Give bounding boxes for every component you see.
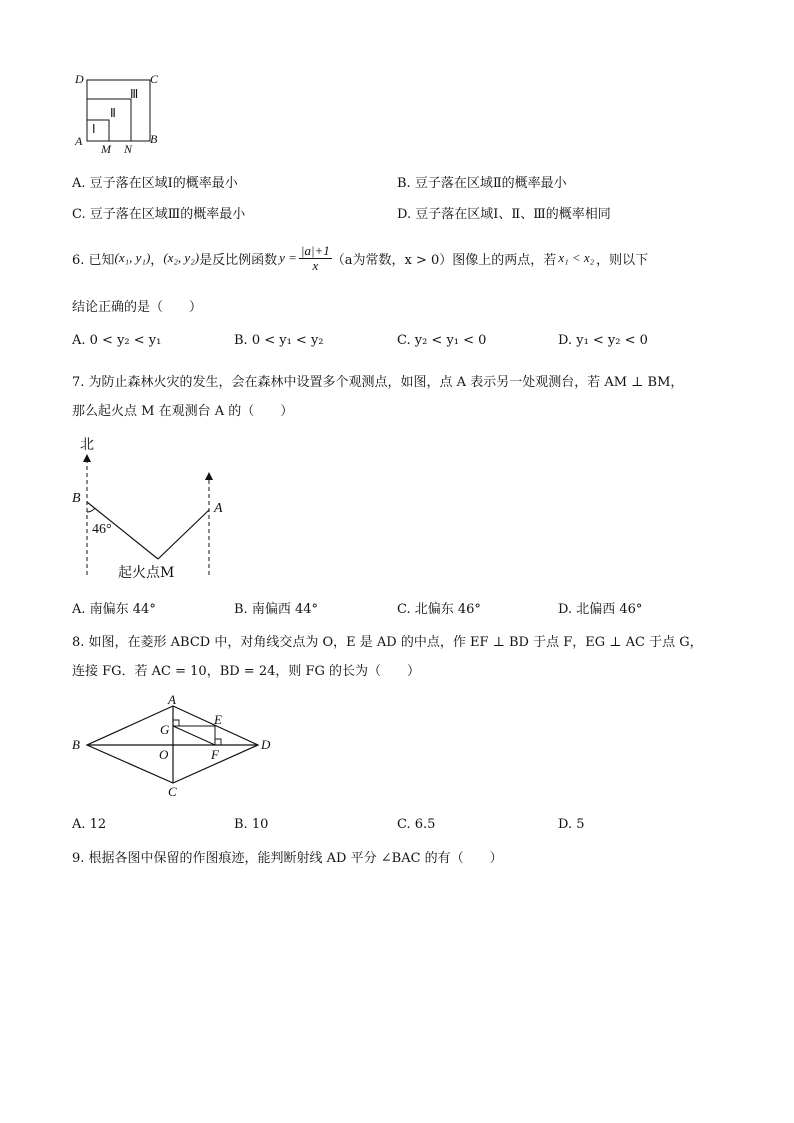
q6-fraction-numerator: |a|+1 bbox=[300, 242, 330, 258]
q6-y-equals: y = bbox=[279, 250, 297, 265]
q8-stem-line2: 连接 FG．若 AC = 10，BD = 24，则 FG 的长为（ ） bbox=[72, 664, 421, 679]
q7-stem-line1: 7. 为防止森林火灾的发生，会在森林中设置多个观测点，如图，点 A 表示另一处观测台，若 AM ⊥ BM， bbox=[72, 375, 684, 390]
q8-label-O: O bbox=[159, 747, 169, 762]
q7-north-label: 北 bbox=[80, 437, 94, 453]
q6-text-2: 是反比例函数 bbox=[199, 252, 278, 268]
q6-stem-line2: 结论正确的是（ ） bbox=[72, 300, 203, 315]
q6-text-1: 6. 已知 bbox=[72, 252, 115, 268]
q5-label-A: A bbox=[75, 134, 83, 148]
q6-stem-line1 bbox=[72, 238, 648, 278]
q7-option-a: A. 南偏东 44° bbox=[72, 602, 156, 617]
q8-option-a: A. 12 bbox=[72, 817, 107, 832]
q8-option-b: B. 10 bbox=[234, 817, 269, 832]
q8-label-G: G bbox=[160, 722, 170, 737]
q8-stem-line1: 8. 如图，在菱形 ABCD 中，对角线交点为 O，E 是 AD 的中点，作 EF ⊥ BD 于点 F，EG ⊥ AC 于点 G， bbox=[72, 635, 703, 650]
q5-label-M: M bbox=[101, 142, 111, 156]
q6-option-d: D. y₁ < y₂ < 0 bbox=[558, 333, 648, 348]
q6-sep: ， bbox=[150, 252, 164, 268]
q5-option-c: C. 豆子落在区域Ⅲ的概率最小 bbox=[72, 207, 246, 222]
q5-region-1: Ⅰ bbox=[92, 122, 96, 136]
q6-condition: x₁ < x₂ bbox=[558, 250, 595, 265]
q6-option-c: C. y₂ < y₁ < 0 bbox=[397, 333, 487, 348]
q5-option-a: A. 豆子落在区域Ⅰ的概率最小 bbox=[72, 176, 238, 191]
q8-label-E: E bbox=[214, 712, 222, 727]
q5-option-d: D. 豆子落在区域Ⅰ、Ⅱ、Ⅲ的概率相同 bbox=[397, 207, 611, 222]
q6-text-4: ，则以下 bbox=[596, 252, 649, 268]
q5-label-N: N bbox=[124, 142, 133, 156]
q6-option-a: A. 0 < y₂ < y₁ bbox=[72, 333, 162, 348]
q7-label-A: A bbox=[214, 501, 223, 516]
q6-point-2: (x₂, y₂) bbox=[163, 250, 200, 265]
q8-label-D: D bbox=[261, 737, 271, 752]
q5-option-b: B. 豆子落在区域Ⅱ的概率最小 bbox=[397, 176, 567, 191]
q7-stem-line2: 那么起火点 M 在观测台 A 的（ ） bbox=[72, 404, 294, 419]
q7-angle-label: 46° bbox=[92, 522, 112, 537]
q5-figure bbox=[70, 68, 165, 156]
q8-option-d: D. 5 bbox=[558, 817, 585, 832]
q5-region-2: Ⅱ bbox=[110, 106, 116, 120]
q5-label-D: D bbox=[75, 72, 84, 86]
q6-fraction-denominator: x bbox=[312, 257, 319, 273]
q7-option-b: B. 南偏西 44° bbox=[234, 602, 318, 617]
q7-figure bbox=[65, 430, 235, 585]
q5-label-B: B bbox=[150, 132, 158, 146]
q8-label-C: C bbox=[168, 784, 177, 799]
q6-fraction bbox=[299, 244, 332, 272]
q9-stem-line1: 9. 根据各图中保留的作图痕迹，能判断射线 AD 平分 ∠BAC 的有（ ） bbox=[72, 851, 503, 866]
q8-label-F: F bbox=[211, 747, 219, 762]
q6-point-1: (x₁, y₁) bbox=[114, 250, 151, 265]
q7-option-c: C. 北偏东 46° bbox=[397, 602, 481, 617]
q5-region-3: Ⅲ bbox=[130, 87, 139, 101]
q7-option-d: D. 北偏西 46° bbox=[558, 602, 643, 617]
q7-label-B: B bbox=[72, 491, 81, 506]
q8-label-B: B bbox=[72, 737, 80, 752]
q8-option-c: C. 6.5 bbox=[397, 817, 436, 832]
q8-label-A: A bbox=[168, 692, 176, 707]
q6-text-3: （a为常数，x > 0）图像上的两点，若 bbox=[331, 252, 557, 268]
q5-label-C: C bbox=[150, 72, 159, 86]
q8-figure bbox=[65, 692, 280, 804]
q6-option-b: B. 0 < y₁ < y₂ bbox=[234, 333, 324, 348]
q7-fire-label: 起火点M bbox=[118, 565, 175, 581]
